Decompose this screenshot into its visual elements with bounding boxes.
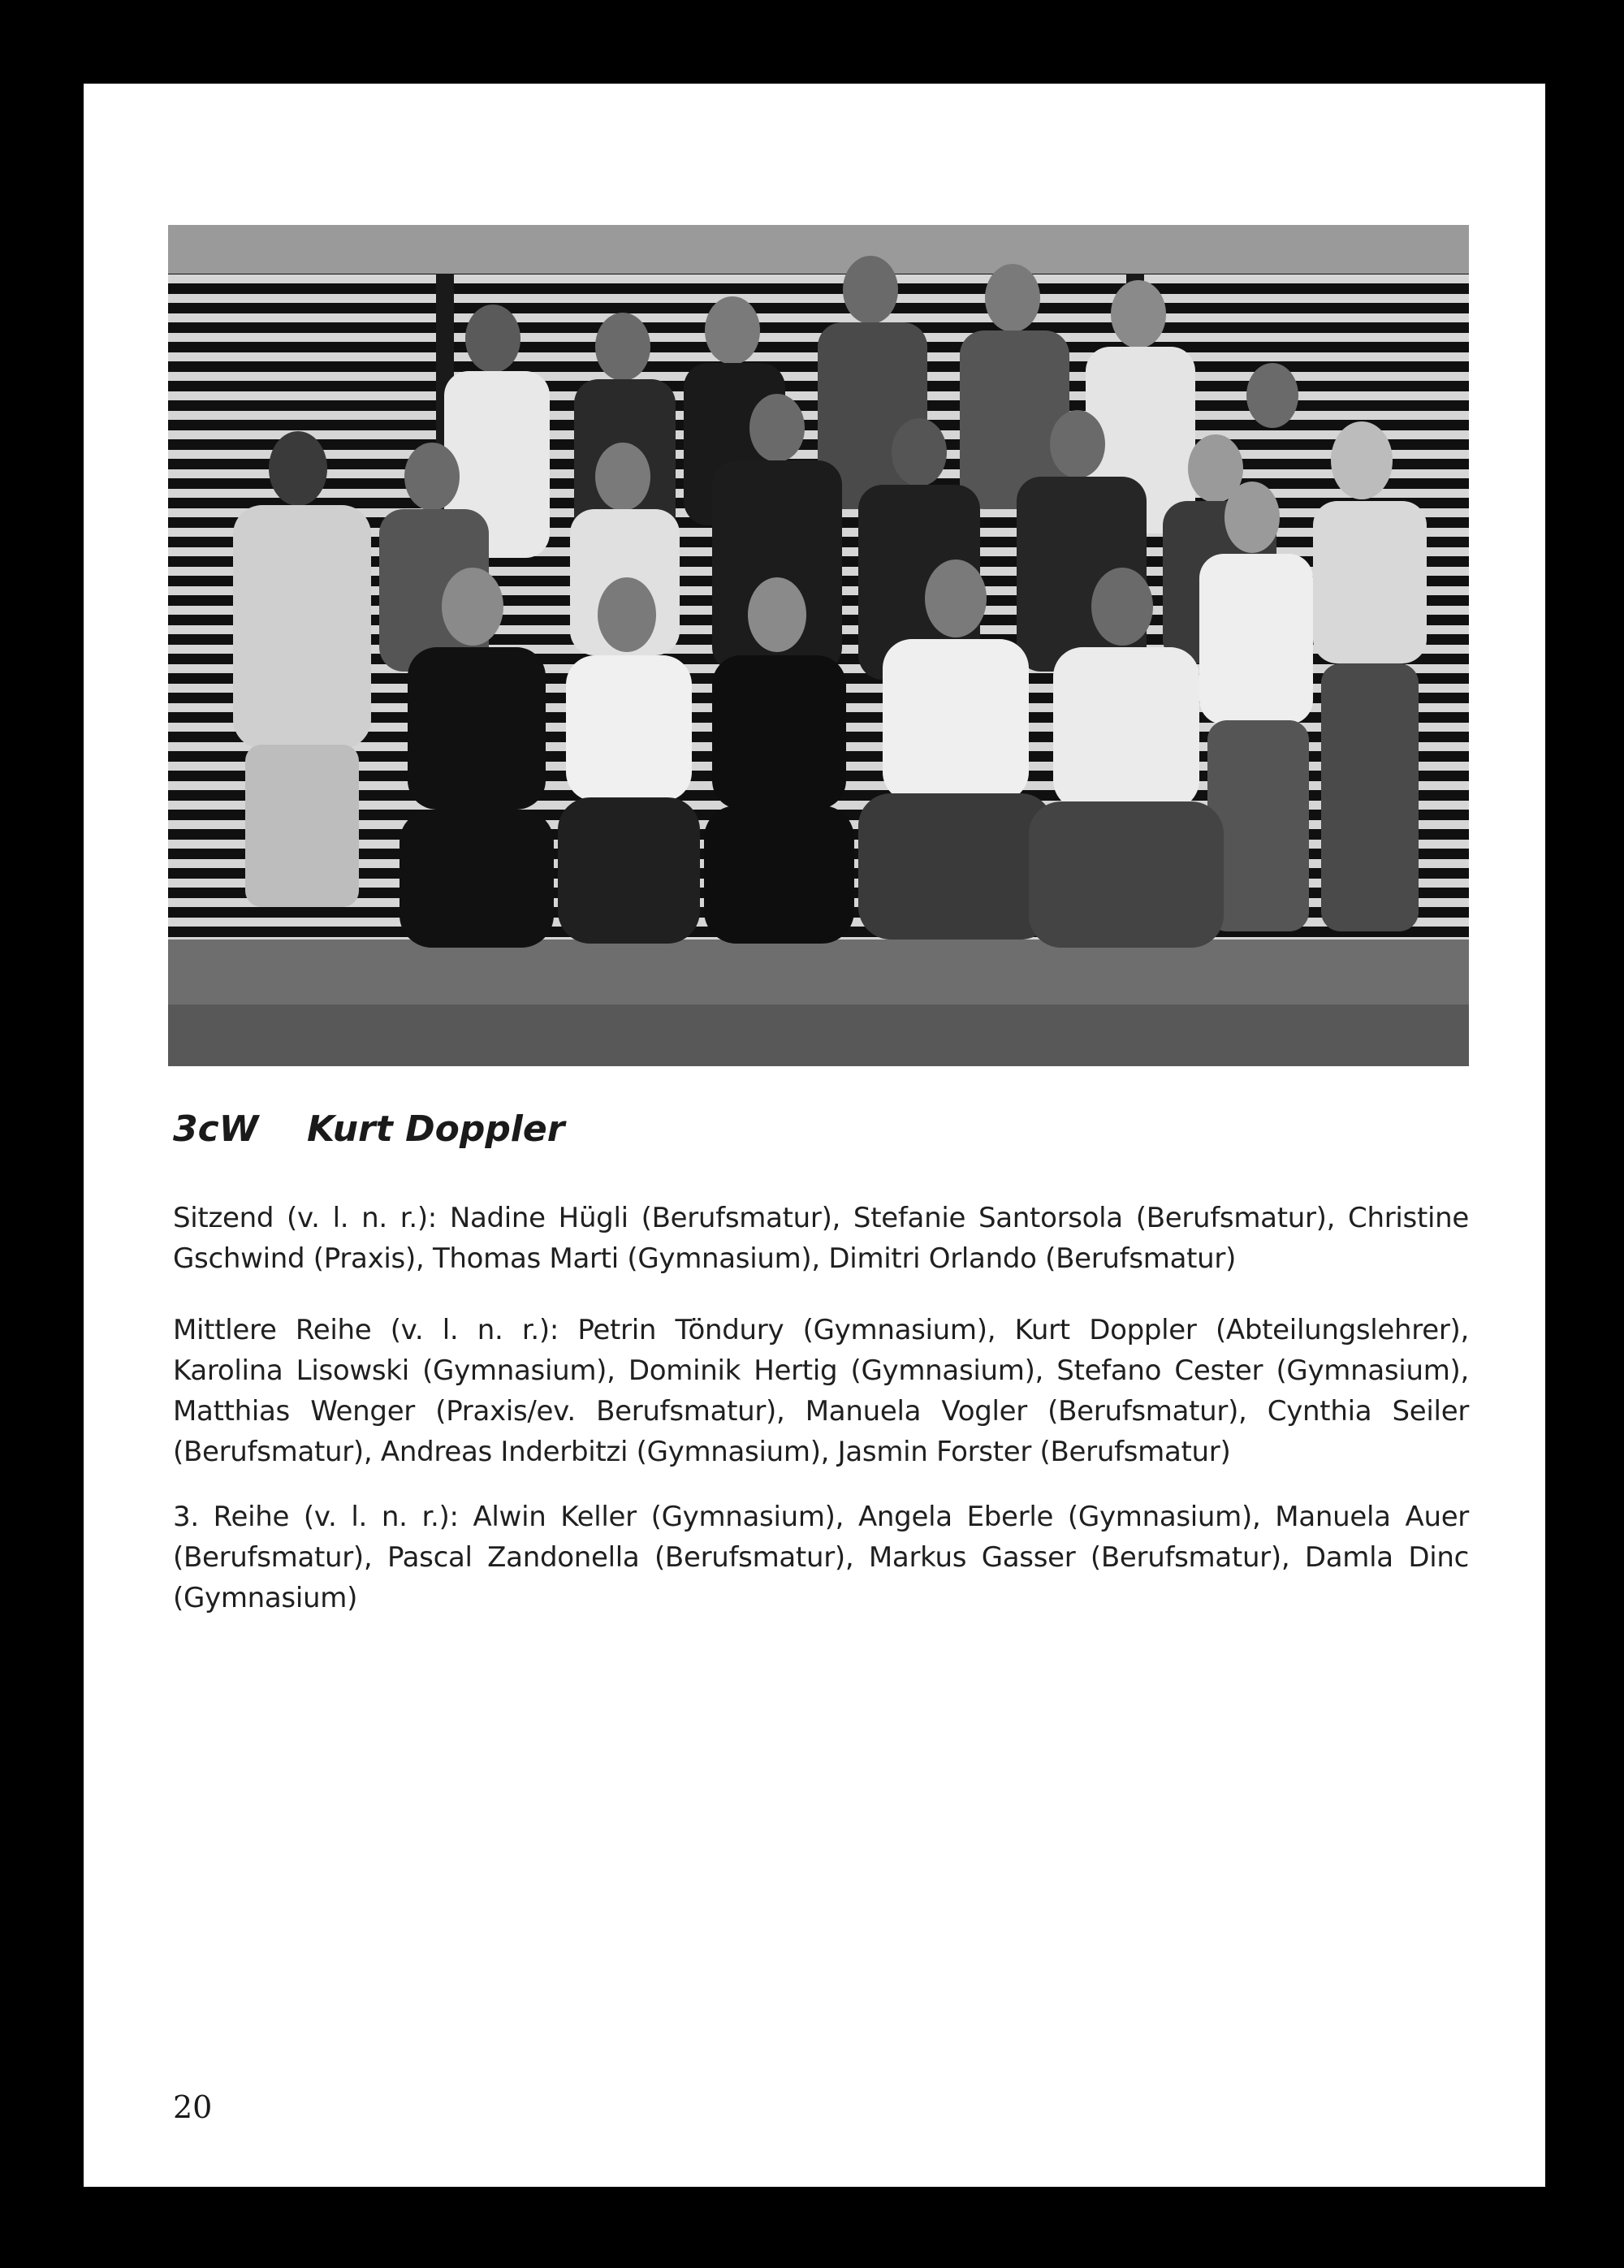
photo-heading [173,1108,564,1150]
teacher-name: Kurt Doppler [307,1108,565,1150]
class-code: 3cW [173,1108,259,1150]
page-number: 20 [173,2089,213,2125]
document-page [84,84,1545,2187]
caption-dritte-reihe: 3. Reihe (v. l. n. r.): Alwin Keller (Gymnasium), Angela Eberle (Gymnasium), Manuela Auer (Berufsmatur), Pascal Zandonella (Berufsmatur), Markus Gasser (Berufsmatur), Damla Dinc (Gymnasium) [173,1501,1469,1614]
class-photo [168,225,1469,1066]
caption-sitzend: Sitzend (v. l. n. r.): Nadine Hügli (Berufsmatur), Stefanie Santorsola (Berufsmatur), Christine Gschwind (Praxis), Thomas Marti (Gymnasium), Dimitri Orlando (Berufsmatur) [173,1202,1469,1275]
caption-mittlere-reihe: Mittlere Reihe (v. l. n. r.): Petrin Töndury (Gymnasium), Kurt Doppler (Abteilungslehrer), Karolina Lisowski (Gymnasium), Dominik Hertig (Gymnasium), Stefano Cester (Gymnasium), Matthias Wenger (Praxis/ev. Berufsmatur), Manuela Vogler (Berufsmatur), Cynthia Seiler (Berufsmatur), Andreas Inderbitzi (Gymnasium), Jasmin Forster (Berufsmatur) [173,1314,1469,1468]
